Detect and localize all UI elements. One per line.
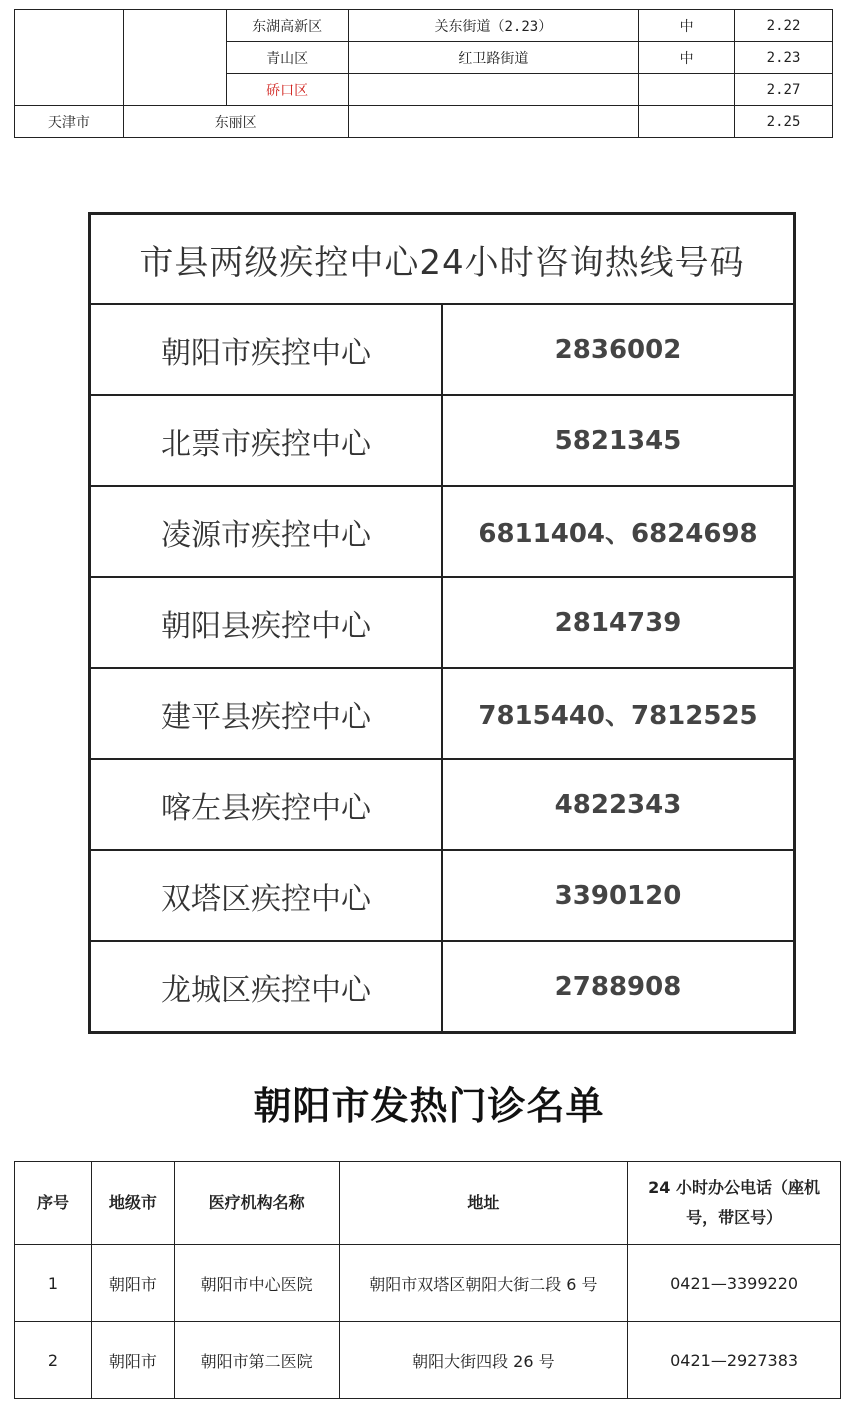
address-cell: 朝阳市双塔区朝阳大街二段 6 号 xyxy=(339,1245,628,1322)
hotline-number: 6811404、6824698 xyxy=(442,486,795,577)
cdc-hotline-table xyxy=(88,212,796,1034)
city-cell xyxy=(15,10,124,106)
street-cell: 关东街道（2.23） xyxy=(348,10,639,42)
street-cell xyxy=(348,74,639,106)
hotline-number: 2788908 xyxy=(442,941,795,1033)
date-cell: 2.23 xyxy=(735,42,833,74)
table-row xyxy=(90,486,795,577)
cdc-name: 双塔区疾控中心 xyxy=(90,850,443,941)
table-row xyxy=(90,668,795,759)
hotline-number: 2836002 xyxy=(442,304,795,395)
city-cell: 天津市 xyxy=(15,106,124,138)
fever-clinic-heading: 朝阳市发热门诊名单 xyxy=(253,1083,605,1128)
hotline-number: 3390120 xyxy=(442,850,795,941)
risk-area-table xyxy=(14,9,833,138)
date-cell: 2.27 xyxy=(735,74,833,106)
risk-level-cell xyxy=(639,106,735,138)
cdc-name: 喀左县疾控中心 xyxy=(90,759,443,850)
table-header-row xyxy=(15,1162,841,1245)
phone-cell: 0421—2927383 xyxy=(628,1322,841,1399)
street-cell: 红卫路街道 xyxy=(348,42,639,74)
city-cell: 朝阳市 xyxy=(91,1245,174,1322)
cdc-name: 北票市疾控中心 xyxy=(90,395,443,486)
risk-level-cell: 中 xyxy=(639,42,735,74)
index-cell: 2 xyxy=(15,1322,92,1399)
table-row xyxy=(90,577,795,668)
header-index: 序号 xyxy=(15,1162,92,1245)
risk-level-cell: 中 xyxy=(639,10,735,42)
hotline-number: 4822343 xyxy=(442,759,795,850)
fever-clinic-table xyxy=(14,1161,841,1399)
area-cell: 硚口区 xyxy=(226,74,348,106)
org-cell: 朝阳市中心医院 xyxy=(174,1245,339,1322)
org-cell: 朝阳市第二医院 xyxy=(174,1322,339,1399)
street-cell xyxy=(348,106,639,138)
table-row xyxy=(90,941,795,1033)
date-cell: 2.22 xyxy=(735,10,833,42)
table-row xyxy=(15,106,833,138)
area-cell: 东湖高新区 xyxy=(226,10,348,42)
header-org: 医疗机构名称 xyxy=(174,1162,339,1245)
district-cell xyxy=(123,10,226,106)
hotline-number: 2814739 xyxy=(442,577,795,668)
address-cell: 朝阳大街四段 26 号 xyxy=(339,1322,628,1399)
area-cell: 青山区 xyxy=(226,42,348,74)
city-cell: 朝阳市 xyxy=(91,1322,174,1399)
header-phone: 24 小时办公电话（座机号，带区号） xyxy=(628,1162,841,1245)
date-cell: 2.25 xyxy=(735,106,833,138)
cdc-name: 建平县疾控中心 xyxy=(90,668,443,759)
risk-level-cell xyxy=(639,74,735,106)
table-row xyxy=(15,10,833,42)
header-address: 地址 xyxy=(339,1162,628,1245)
phone-cell: 0421—3399220 xyxy=(628,1245,841,1322)
cdc-name: 凌源市疾控中心 xyxy=(90,486,443,577)
table-row xyxy=(90,304,795,395)
index-cell: 1 xyxy=(15,1245,92,1322)
table-title-row xyxy=(90,214,795,305)
cdc-name: 朝阳市疾控中心 xyxy=(90,304,443,395)
table-row xyxy=(90,395,795,486)
cdc-name: 龙城区疾控中心 xyxy=(90,941,443,1033)
hotline-number: 7815440、7812525 xyxy=(442,668,795,759)
table-row xyxy=(90,759,795,850)
table-row xyxy=(90,850,795,941)
header-city: 地级市 xyxy=(91,1162,174,1245)
table-row xyxy=(15,1322,841,1399)
cdc-name: 朝阳县疾控中心 xyxy=(90,577,443,668)
hotline-number: 5821345 xyxy=(442,395,795,486)
table-row xyxy=(15,1245,841,1322)
district-cell: 东丽区 xyxy=(123,106,348,138)
hotline-title: 市县两级疾控中心24小时咨询热线号码 xyxy=(90,214,795,305)
